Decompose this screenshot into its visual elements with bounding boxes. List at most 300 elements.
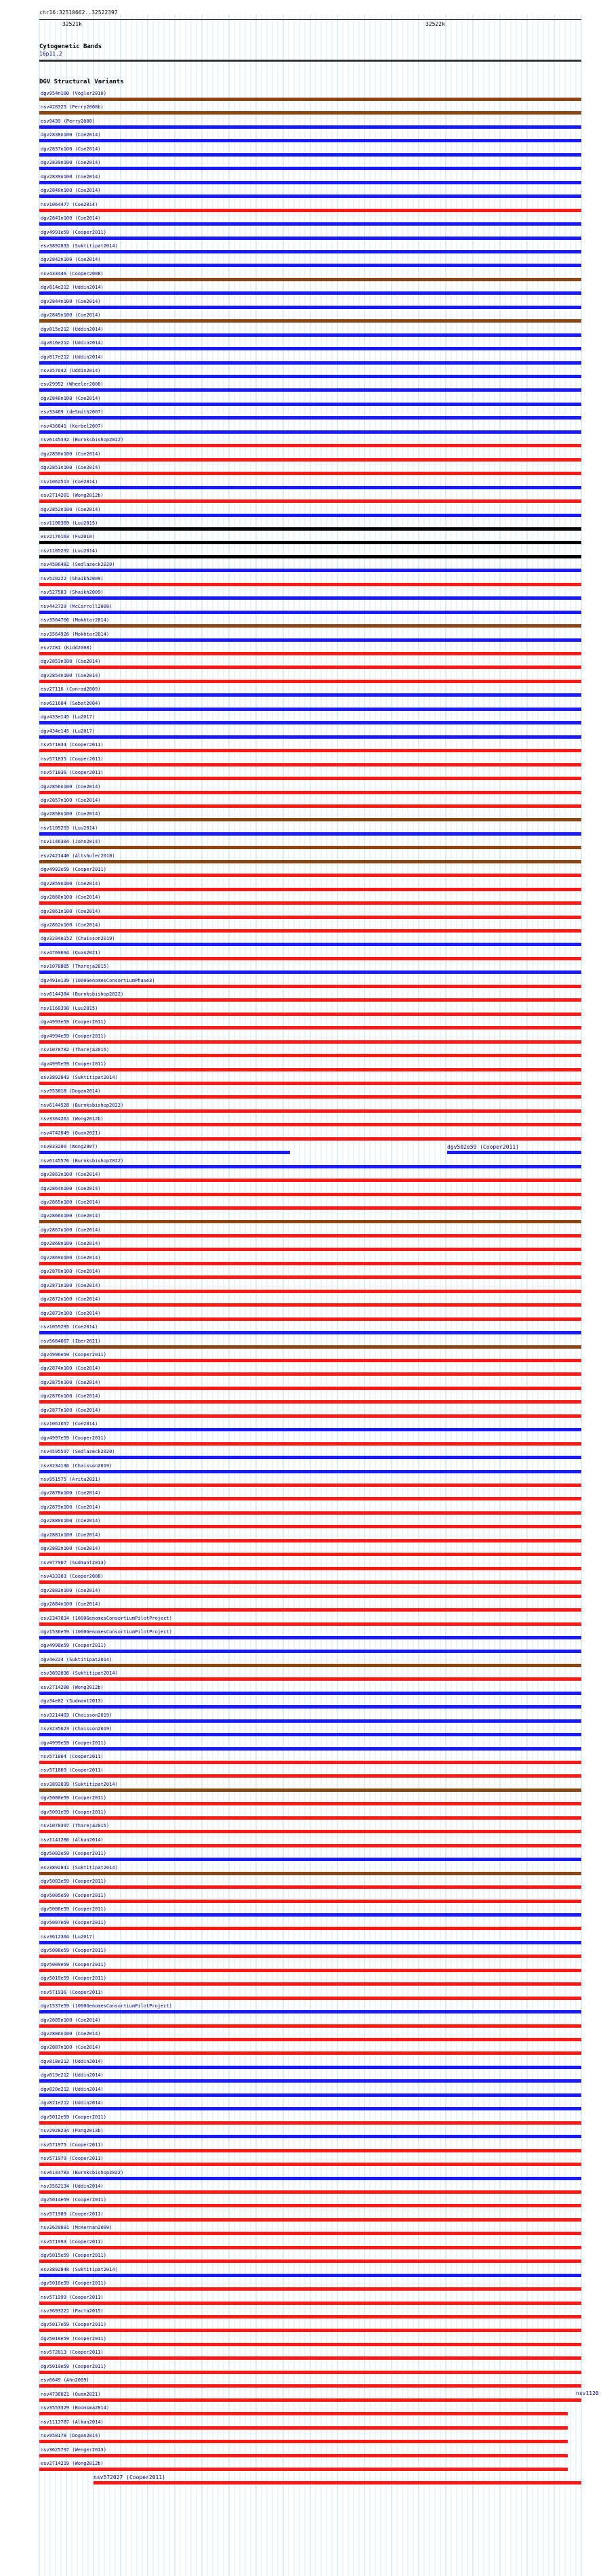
sv-label[interactable]: dgv2857n100 (Coe2014): [41, 797, 101, 803]
sv-bar[interactable]: [39, 1982, 581, 1986]
sv-bar[interactable]: [39, 2190, 581, 2194]
sv-label[interactable]: nsv571979 (Cooper2011): [41, 2156, 104, 2162]
sv-bar[interactable]: [39, 388, 581, 392]
sv-bar[interactable]: [39, 2232, 581, 2235]
sv-label[interactable]: dgv2858n100 (Coe2014): [41, 811, 101, 817]
sv-label[interactable]: dgv434e145 (Lu2017): [41, 728, 96, 734]
sv-bar[interactable]: [39, 2440, 568, 2443]
sv-label[interactable]: nsv5664667 (Iber2021): [41, 1338, 101, 1344]
sv-label[interactable]: dgv818e212 (Uddin2014): [41, 2058, 104, 2064]
sv-label[interactable]: dgv2884n100 (Coe2014): [41, 1601, 101, 1608]
sv-bar[interactable]: [39, 1511, 581, 1515]
sv-label[interactable]: nsv1064477 (Coe2014): [41, 201, 98, 207]
sv-label[interactable]: nsv3553329 (Boomsma2014): [41, 2405, 110, 2411]
sv-label[interactable]: nsv520222 (Shaikh2009): [41, 575, 104, 581]
sv-bar[interactable]: [39, 2384, 581, 2388]
sv-bar[interactable]: [39, 708, 581, 711]
sv-bar[interactable]: [39, 1054, 581, 1057]
sv-label[interactable]: nsv6145576 (Burnksbishop2022): [41, 1158, 124, 1164]
sv-bar[interactable]: [39, 1179, 581, 1182]
sv-bar[interactable]: [39, 222, 581, 226]
sv-label[interactable]: dgv2876n100 (Coe2014): [41, 1393, 101, 1399]
sv-bar[interactable]: [39, 749, 581, 752]
sv-label[interactable]: nsv6144528 (Burnksbishop2022): [41, 1102, 124, 1108]
sv-bar[interactable]: [39, 291, 581, 295]
sv-bar[interactable]: [39, 167, 581, 170]
sv-bar[interactable]: [39, 1595, 581, 1598]
sv-bar[interactable]: [39, 139, 581, 142]
sv-bar[interactable]: [39, 1497, 581, 1500]
sv-label[interactable]: dgv821e212 (Uddin2014): [41, 2100, 104, 2106]
sv-label[interactable]: dgv2871n100 (Coe2014): [41, 1282, 101, 1288]
sv-bar[interactable]: [39, 1774, 581, 1778]
sv-bar[interactable]: [39, 499, 581, 503]
sv-label[interactable]: esv3892843 (Suktitipat2014): [41, 1074, 118, 1080]
sv-label[interactable]: dgv4992e59 (Cooper2011): [41, 867, 106, 873]
sv-bar[interactable]: [39, 818, 581, 821]
sv-bar[interactable]: [39, 1359, 581, 1362]
sv-label[interactable]: nsv571993 (Cooper2011): [41, 2238, 104, 2245]
sv-bar[interactable]: [39, 1387, 581, 1390]
sv-label[interactable]: nsv3235623 (Chaisson2019): [41, 1726, 112, 1732]
sv-label[interactable]: nsv1078782 (Thareja2015): [41, 1047, 110, 1053]
sv-bar[interactable]: [39, 237, 581, 240]
sv-label[interactable]: dgv820e212 (Uddin2014): [41, 2086, 104, 2092]
sv-bar[interactable]: [39, 1026, 581, 1029]
sv-bar[interactable]: [39, 2371, 581, 2374]
sv-bar[interactable]: [39, 1955, 581, 1958]
sv-bar[interactable]: [39, 1262, 581, 1265]
sv-bar[interactable]: [39, 763, 581, 766]
sv-label[interactable]: esv2176163 (Fu2010): [41, 534, 96, 540]
sv-label[interactable]: nsv3234136 (Chaisson2019): [41, 1463, 112, 1469]
sv-label[interactable]: dgv5007e59 (Cooper2011): [41, 1920, 106, 1926]
sv-label[interactable]: dgv4996e59 (Cooper2011): [41, 1351, 106, 1357]
sv-label[interactable]: esv27116 (Conrad2009): [41, 687, 101, 693]
sv-label[interactable]: dgv814e212 (Uddin2014): [41, 285, 104, 291]
sv-label[interactable]: dgv4997e59 (Cooper2011): [41, 1435, 106, 1441]
sv-bar[interactable]: [39, 2010, 581, 2013]
sv-label[interactable]: nsv433446 (Cooper2008): [41, 270, 104, 277]
sv-bar[interactable]: [39, 361, 581, 365]
sv-label[interactable]: esv2714208 (Wong2012b): [41, 1684, 104, 1690]
sv-label[interactable]: dgv2882n100 (Coe2014): [41, 1546, 101, 1552]
sv-label[interactable]: esv33469 (deSmith2007): [41, 409, 104, 415]
sv-bar[interactable]: [39, 735, 581, 739]
sv-label[interactable]: nsv571864 (Cooper2011): [41, 1754, 104, 1759]
sv-bar[interactable]: [39, 596, 581, 600]
sv-bar[interactable]: [39, 874, 581, 877]
sv-bar[interactable]: [39, 1608, 581, 1612]
sv-label[interactable]: dgv5017e59 (Cooper2011): [41, 2322, 106, 2328]
sv-label[interactable]: dgv2850n100 (Coe2014): [41, 451, 101, 457]
sv-label[interactable]: dgv5006e59 (Cooper2011): [41, 1906, 106, 1912]
sv-bar[interactable]: [39, 541, 581, 544]
sv-label[interactable]: esv2347834 (1000GenomesConsortiumPilotProject): [41, 1615, 172, 1621]
sv-bar[interactable]: [39, 638, 581, 642]
sv-bar[interactable]: [39, 514, 581, 517]
sv-bar[interactable]: [39, 1580, 581, 1584]
sv-bar[interactable]: [39, 2287, 581, 2291]
sv-bar[interactable]: [39, 2246, 581, 2249]
sv-bar[interactable]: [39, 569, 581, 572]
sv-label[interactable]: nsv6145332 (Burnksbishop2022): [41, 437, 124, 443]
sv-label[interactable]: dgv2845n100 (Coe2014): [41, 312, 101, 319]
sv-bar[interactable]: [39, 250, 581, 253]
sv-label[interactable]: dgv2856n100 (Coe2014): [41, 783, 101, 790]
sv-label[interactable]: dgv2867n100 (Coe2014): [41, 1227, 101, 1233]
sv-bar[interactable]: [39, 2329, 581, 2332]
sv-bar[interactable]: [39, 1705, 581, 1709]
sv-label[interactable]: dgv2866n100 (Coe2014): [41, 1213, 101, 1219]
sv-bar[interactable]: [39, 1872, 581, 1875]
last-variant-label[interactable]: nsv572027 (Cooper2011): [93, 2474, 165, 2481]
sv-label[interactable]: dgv2852n100 (Coe2014): [41, 506, 101, 512]
sv-bar[interactable]: [39, 2454, 568, 2457]
sv-bar[interactable]: [39, 1345, 581, 1349]
sv-label[interactable]: nsv3562134 (Uddin2014): [41, 2183, 104, 2189]
sv-label[interactable]: nsv6144783 (Burnksbishop2022): [41, 2169, 124, 2175]
sv-bar[interactable]: [39, 860, 581, 863]
sv-label[interactable]: nsv4769694 (Quan2021): [41, 949, 101, 956]
sv-bar[interactable]: [39, 943, 581, 946]
sv-bar[interactable]: [39, 375, 581, 378]
sv-bar[interactable]: [39, 2038, 581, 2041]
sv-bar[interactable]: [39, 2149, 581, 2152]
sv-label[interactable]: nsv1105292 (Luu2014): [41, 548, 98, 554]
sv-label[interactable]: dgv2861n100 (Coe2014): [41, 908, 101, 914]
sv-label[interactable]: dgv5005e59 (Cooper2011): [41, 1892, 106, 1898]
sv-bar[interactable]: [39, 1095, 581, 1099]
sv-label[interactable]: nsv1141286 (Alkan2014): [41, 1837, 104, 1843]
sv-label[interactable]: dgv5009e59 (Cooper2011): [41, 1961, 106, 1967]
sv-label[interactable]: nsv958178 (Dogan2014): [41, 2433, 101, 2439]
sv-bar[interactable]: [39, 1733, 581, 1736]
sv-label[interactable]: dgv4994e59 (Cooper2011): [41, 1033, 106, 1039]
sv-bar[interactable]: [39, 1844, 581, 1847]
sv-label[interactable]: dgv2859n100 (Coe2014): [41, 880, 101, 886]
sv-bar[interactable]: [39, 1303, 581, 1307]
sv-label[interactable]: dgv4e224 (Suktitipat2014): [41, 1656, 112, 1662]
sv-label[interactable]: nsv3564926 (Mokhtar2014): [41, 631, 110, 637]
sv-bar[interactable]: [39, 2302, 581, 2305]
sv-label[interactable]: dgv4993e59 (Cooper2011): [41, 1019, 106, 1025]
sv-bar[interactable]: [39, 1082, 581, 1085]
sv-label[interactable]: dgv2875n100 (Coe2014): [41, 1379, 101, 1385]
sv-bar[interactable]: [39, 1719, 581, 1723]
sv-label[interactable]: nsv3693221 (Pacta2015): [41, 2308, 104, 2314]
sv-bar[interactable]: [39, 901, 581, 905]
sv-label[interactable]: dgv2853n100 (Coe2014): [41, 659, 101, 665]
sv-label[interactable]: nsv572013 (Cooper2011): [41, 2350, 104, 2356]
sv-label[interactable]: nsv1105293 (Luu2014): [41, 825, 98, 831]
sv-bar[interactable]: [39, 1317, 581, 1321]
sv-label[interactable]: dgv2839n100 (Coe2014): [41, 160, 101, 166]
sv-bar[interactable]: [39, 1664, 581, 1667]
sv-label[interactable]: dgv2839n100 (Coe2014): [41, 173, 101, 180]
sv-label[interactable]: dgv5010e59 (Cooper2011): [41, 1976, 106, 1982]
sv-bar[interactable]: [39, 2426, 568, 2430]
sv-label[interactable]: dgv4998e59 (Cooper2011): [41, 1643, 106, 1649]
sv-label[interactable]: nsv951575 (Arita2021): [41, 1477, 101, 1482]
sv-bar[interactable]: [39, 2260, 581, 2263]
sv-label[interactable]: nsv571989 (Cooper2011): [41, 2211, 104, 2217]
sv-label[interactable]: dgv2868n100 (Coe2014): [41, 1241, 101, 1247]
sv-bar[interactable]: [39, 2177, 581, 2180]
sv-label[interactable]: dgv2846n100 (Coe2014): [41, 395, 101, 401]
sv-label[interactable]: esv29952 (Wheeler2008): [41, 382, 104, 388]
sv-bar[interactable]: [39, 1123, 581, 1126]
sv-label[interactable]: dgv4995e59 (Cooper2011): [41, 1061, 106, 1067]
sv-label[interactable]: dgv2870n100 (Coe2014): [41, 1269, 101, 1275]
sv-bar[interactable]: [39, 181, 581, 184]
sv-bar[interactable]: [39, 555, 581, 558]
sv-bar[interactable]: [39, 888, 581, 891]
sv-bar[interactable]: [39, 416, 581, 420]
sv-bar[interactable]: [39, 1677, 581, 1681]
sv-label[interactable]: dgv2854n100 (Coe2014): [41, 672, 101, 678]
sv-label[interactable]: nsv571834 (Cooper2011): [41, 742, 104, 748]
sv-label[interactable]: nsv833200 (Wong2007): [41, 1144, 98, 1150]
sv-bar[interactable]: [39, 1761, 581, 1764]
sv-label[interactable]: dgv2873n100 (Coe2014): [41, 1310, 101, 1316]
sv-label[interactable]: dgv2865n100 (Coe2014): [41, 1200, 101, 1205]
sv-label[interactable]: dgv2872n100 (Coe2014): [41, 1296, 101, 1303]
sv-label[interactable]: dgv4999e59 (Cooper2011): [41, 1740, 106, 1746]
sv-label[interactable]: dgv3204e152 (Chaisson2019): [41, 936, 115, 942]
sv-label[interactable]: dgv5002e59 (Cooper2011): [41, 1851, 106, 1857]
sv-label[interactable]: dgv5016e59 (Cooper2011): [41, 2281, 106, 2287]
sv-bar[interactable]: [39, 721, 581, 724]
sv-label[interactable]: esv3892833 (Suktitipat2014): [41, 243, 118, 249]
sv-bar[interactable]: [39, 1248, 581, 1251]
sv-bar[interactable]: [39, 957, 581, 960]
sv-bar[interactable]: [39, 2468, 568, 2471]
sv-bar[interactable]: [39, 2066, 581, 2069]
sv-bar[interactable]: [39, 444, 581, 447]
sv-bar[interactable]: [39, 777, 581, 780]
sv-label[interactable]: nsv433303 (Cooper2008): [41, 1574, 104, 1580]
sv-label[interactable]: dgv2869n100 (Coe2014): [41, 1254, 101, 1261]
sv-label[interactable]: dgv954n100 (Vogler2010): [41, 91, 106, 96]
sv-label[interactable]: nsv1160390 (Luu2015): [41, 1005, 98, 1011]
sv-bar[interactable]: [39, 1900, 581, 1903]
sv-label[interactable]: esv2714219 (Wong2012b): [41, 2460, 104, 2466]
sv-bar[interactable]: [39, 527, 581, 531]
sv-bar[interactable]: [39, 583, 581, 586]
sv-bar[interactable]: [39, 998, 581, 1002]
sv-bar[interactable]: [39, 1290, 581, 1293]
sv-bar[interactable]: [39, 2121, 581, 2125]
sv-label[interactable]: nsv436841 (Korbel2007): [41, 423, 104, 429]
sv-label[interactable]: nsv977967 (Sudmant2013): [41, 1559, 106, 1566]
sv-bar[interactable]: [39, 278, 581, 281]
sv-bar-right[interactable]: [447, 1151, 581, 1154]
sv-bar-last[interactable]: [93, 2481, 581, 2485]
sv-bar[interactable]: [39, 486, 581, 489]
sv-bar[interactable]: [39, 2356, 581, 2360]
sv-bar[interactable]: [39, 1456, 581, 1459]
sv-label[interactable]: nsv428325 (Perry2008b): [41, 104, 104, 110]
sv-label[interactable]: dgv2862n100 (Coe2014): [41, 922, 101, 928]
sv-label[interactable]: nsv571835 (Cooper2011): [41, 756, 104, 762]
sv-label[interactable]: dgv34e82 (Sudmant2013): [41, 1698, 104, 1704]
split-right-label[interactable]: dgv502e59 (Cooper2011): [447, 1144, 519, 1151]
sv-label[interactable]: nsv3564766 (Mokhtar2014): [41, 617, 110, 623]
sv-label[interactable]: dgv5019e59 (Cooper2011): [41, 2363, 106, 2369]
sv-label[interactable]: nsv571936 (Cooper2011): [41, 1989, 104, 1995]
sv-bar[interactable]: [39, 2315, 581, 2318]
sv-label[interactable]: nsv1146304 (John2014): [41, 839, 101, 845]
sv-label[interactable]: nsv4595597 (Sedlazeck2020): [41, 1449, 115, 1455]
sv-label[interactable]: nsv2629691 (McKernan2009): [41, 2225, 112, 2231]
sv-label[interactable]: nsv571975 (Cooper2011): [41, 2142, 104, 2148]
sv-label[interactable]: nsv621604 (Sebat2004): [41, 700, 101, 706]
sv-label[interactable]: dgv2844n100 (Coe2014): [41, 298, 101, 304]
sv-bar[interactable]: [39, 1470, 581, 1473]
sv-bar[interactable]: [39, 2093, 581, 2097]
sv-bar[interactable]: [39, 2398, 581, 2402]
sv-label[interactable]: dgv5014e59 (Cooper2011): [41, 2197, 106, 2203]
sv-bar[interactable]: [39, 1109, 581, 1113]
sv-bar[interactable]: [39, 2412, 568, 2415]
sv-label[interactable]: dgv2860n100 (Coe2014): [41, 895, 101, 901]
right-edge-label[interactable]: nsv1120: [576, 2390, 599, 2396]
sv-bar[interactable]: [39, 111, 581, 115]
sv-label[interactable]: dgv2851n100 (Coe2014): [41, 465, 101, 471]
sv-bar[interactable]: [39, 1234, 581, 1238]
sv-bar[interactable]: [39, 1525, 581, 1528]
sv-bar[interactable]: [39, 1567, 581, 1570]
sv-label[interactable]: dgv5012e59 (Cooper2011): [41, 2114, 106, 2120]
sv-label[interactable]: nsv571999 (Cooper2011): [41, 2294, 104, 2300]
sv-label[interactable]: dgv2886n100 (Coe2014): [41, 2031, 101, 2037]
sv-bar[interactable]: [39, 970, 581, 974]
sv-bar[interactable]: [39, 2163, 581, 2166]
sv-bar[interactable]: [39, 804, 581, 808]
sv-bar[interactable]: [39, 1206, 581, 1210]
sv-bar[interactable]: [39, 1650, 581, 1653]
sv-label[interactable]: dgv5003e59 (Cooper2011): [41, 1879, 106, 1885]
sv-bar[interactable]: [39, 153, 581, 157]
sv-label[interactable]: dgv2842n100 (Coe2014): [41, 257, 101, 263]
sv-bar[interactable]: [39, 1885, 581, 1889]
sv-bar[interactable]: [39, 333, 581, 337]
sv-label[interactable]: nsv953818 (Dogan2014): [41, 1088, 101, 1095]
sv-bar[interactable]: [39, 1553, 581, 1556]
sv-bar[interactable]: [39, 1997, 581, 2000]
sv-label[interactable]: nsv1055295 (Coe2014): [41, 1324, 98, 1330]
sv-bar[interactable]: [39, 264, 581, 267]
sv-label[interactable]: nsv6144384 (Burnksbishop2022): [41, 991, 124, 998]
sv-bar[interactable]: [39, 347, 581, 350]
sv-label[interactable]: dgv1536e59 (1000GenomesConsortiumPilotProject): [41, 1629, 172, 1635]
sv-label[interactable]: nsv1078885 (Thareja2015): [41, 964, 110, 970]
sv-label[interactable]: nsv1078397 (Thareja2015): [41, 1823, 110, 1829]
sv-bar[interactable]: [39, 1040, 581, 1044]
sv-bar[interactable]: [39, 1428, 581, 1431]
sv-bar[interactable]: [39, 985, 581, 988]
sv-bar[interactable]: [39, 624, 581, 628]
sv-label[interactable]: esv3892841 (Suktitipat2014): [41, 1864, 118, 1870]
sv-label[interactable]: dgv2880n100 (Coe2014): [41, 1518, 101, 1524]
sv-label[interactable]: nsv3214493 (Chaisson2019): [41, 1712, 112, 1718]
sv-bar[interactable]: [39, 1068, 581, 1071]
sv-label[interactable]: esv3892836 (Suktitipat2014): [41, 1671, 118, 1677]
sv-bar[interactable]: [39, 1802, 581, 1805]
sv-label[interactable]: nsv3364261 (Wong2012b): [41, 1116, 104, 1122]
sv-bar[interactable]: [39, 1636, 581, 1639]
sv-bar[interactable]: [39, 1151, 290, 1154]
sv-label[interactable]: dgv2881n100 (Coe2014): [41, 1532, 101, 1538]
sv-bar[interactable]: [39, 1941, 581, 1944]
sv-bar[interactable]: [39, 1830, 581, 1833]
sv-label[interactable]: esv6649 (Ahn2009): [41, 2377, 89, 2384]
sv-label[interactable]: dgv2837n100 (Coe2014): [41, 146, 101, 152]
sv-bar[interactable]: [39, 1331, 581, 1334]
sv-bar[interactable]: [39, 1747, 581, 1751]
sv-label[interactable]: dgv2877n100 (Coe2014): [41, 1407, 101, 1413]
sv-bar[interactable]: [39, 2135, 581, 2138]
sv-bar[interactable]: [39, 846, 581, 849]
sv-label[interactable]: dgv4991e59 (Cooper2011): [41, 229, 106, 235]
sv-label[interactable]: nsv1062513 (Coe2014): [41, 478, 98, 485]
sv-bar[interactable]: [39, 98, 581, 101]
sv-label[interactable]: dgv2883n100 (Coe2014): [41, 1587, 101, 1593]
sv-bar[interactable]: [39, 1442, 581, 1446]
sv-bar[interactable]: [39, 2079, 581, 2083]
sv-bar[interactable]: [39, 929, 581, 933]
sv-bar[interactable]: [39, 2107, 581, 2110]
sv-bar[interactable]: [39, 916, 581, 919]
sv-bar[interactable]: [39, 1622, 581, 1626]
sv-label[interactable]: dgv5015e59 (Cooper2011): [41, 2253, 106, 2259]
sv-bar[interactable]: [39, 1969, 581, 1972]
sv-label[interactable]: dgv2864n100 (Coe2014): [41, 1185, 101, 1191]
sv-label[interactable]: esv3892848 (Suktitipat2014): [41, 2266, 118, 2272]
sv-label[interactable]: esv3892839 (Suktitipat2014): [41, 1781, 118, 1787]
sv-bar[interactable]: [39, 1858, 581, 1861]
sv-label[interactable]: esv2714201 (Wong2012b): [41, 493, 104, 499]
sv-bar[interactable]: [39, 832, 581, 836]
sv-label[interactable]: dgv815e212 (Uddin2014): [41, 326, 104, 332]
sv-label[interactable]: nsv4586482 (Sedlazeck2020): [41, 562, 115, 568]
sv-bar[interactable]: [39, 1165, 581, 1168]
sv-label[interactable]: dgv433e145 (Lu2017): [41, 714, 96, 720]
sv-bar[interactable]: [39, 306, 581, 309]
sv-bar[interactable]: [39, 680, 581, 683]
sv-label[interactable]: nsv2928234 (Pang2013b): [41, 2128, 104, 2134]
sv-bar[interactable]: [39, 1539, 581, 1542]
sv-bar[interactable]: [39, 1400, 581, 1404]
sv-bar[interactable]: [39, 1137, 581, 1141]
sv-bar[interactable]: [39, 1692, 581, 1695]
sv-label[interactable]: dgv2885n100 (Coe2014): [41, 2017, 101, 2023]
sv-bar[interactable]: [39, 611, 581, 614]
sv-bar[interactable]: [39, 2204, 581, 2207]
sv-bar[interactable]: [39, 2024, 581, 2028]
sv-label[interactable]: dgv2879n100 (Coe2014): [41, 1504, 101, 1510]
sv-label[interactable]: dgv2887n100 (Coe2014): [41, 2045, 101, 2051]
sv-label[interactable]: dgv819e212 (Uddin2014): [41, 2072, 104, 2079]
sv-bar[interactable]: [39, 2343, 581, 2346]
sv-label[interactable]: nsv442729 (McCarroll2008): [41, 603, 112, 609]
sv-label[interactable]: dgv816e212 (Uddin2014): [41, 340, 104, 346]
sv-bar[interactable]: [39, 125, 581, 129]
sv-label[interactable]: nsv571836 (Cooper2011): [41, 770, 104, 776]
sv-label[interactable]: nsv1100369 (Luu2015): [41, 520, 98, 526]
sv-bar[interactable]: [39, 319, 581, 323]
